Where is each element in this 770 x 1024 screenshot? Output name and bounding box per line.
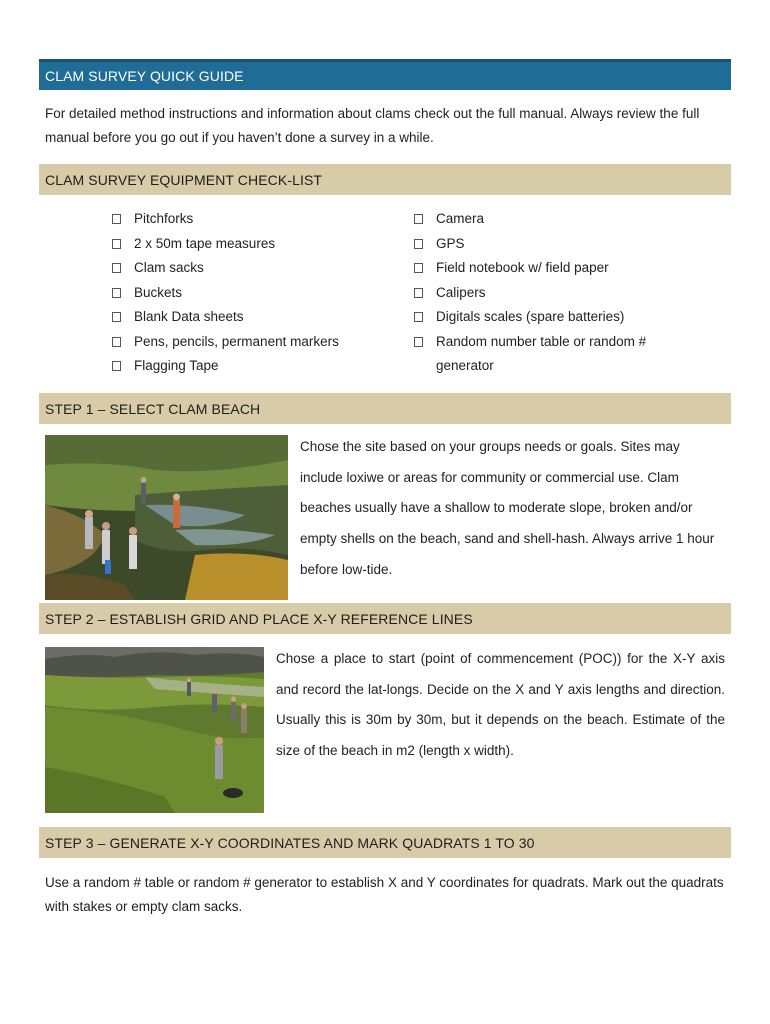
checklist-right-column bbox=[414, 207, 704, 379]
step2-heading-bar bbox=[39, 603, 731, 634]
step1-description: Chose the site based on your groups needs or goals. Sites may include loxiwe or areas for community or commercial use. Clam beaches usually have a shallow to moderate slope, broken and/or empty shells on the beach, sand and shell-hash. Always arrive 1 hour before low-tide. bbox=[300, 439, 715, 577]
checkbox-icon[interactable] bbox=[414, 239, 423, 249]
checkbox-icon[interactable] bbox=[112, 263, 121, 273]
step2-description: Chose a place to start (point of commencement (POC)) for the X-Y axis and record the lat-longs. Decide on the X and Y axis lengths and direction. Usually this is 30m by 30m, but it depends on the beach. Estimate of the size of the beach in m2 (length x width). bbox=[276, 651, 725, 759]
checklist-item[interactable]: Camera bbox=[414, 207, 704, 232]
checklist-item[interactable]: Random number table or random # generator bbox=[414, 330, 704, 379]
checklist-left-column bbox=[112, 207, 402, 379]
step3-heading: STEP 3 – GENERATE X-Y COORDINATES AND MARK QUADRATS 1 TO 30 bbox=[45, 834, 535, 851]
checkbox-icon[interactable] bbox=[414, 263, 423, 273]
checklist-item[interactable]: Calipers bbox=[414, 281, 704, 306]
checklist-heading: CLAM SURVEY EQUIPMENT CHECK-LIST bbox=[45, 171, 323, 188]
checkbox-icon[interactable] bbox=[112, 361, 121, 371]
intro-paragraph: For detailed method instructions and information about clams check out the full manual. Always review the full manual before you go out if you haven’t done a survey in a while. bbox=[45, 106, 700, 145]
checkbox-icon[interactable] bbox=[112, 288, 121, 298]
step1-heading-bar bbox=[39, 393, 731, 424]
checklist-item[interactable]: Buckets bbox=[112, 281, 402, 306]
checklist-item[interactable]: Pens, pencils, permanent markers bbox=[112, 330, 402, 355]
checkbox-icon[interactable] bbox=[112, 312, 121, 322]
guide-title-bar bbox=[39, 59, 731, 90]
checklist-item[interactable]: Field notebook w/ field paper bbox=[414, 256, 704, 281]
guide-title: CLAM SURVEY QUICK GUIDE bbox=[45, 68, 244, 84]
step3-heading-bar bbox=[39, 827, 731, 858]
checklist-item[interactable]: GPS bbox=[414, 232, 704, 257]
checkbox-icon[interactable] bbox=[414, 214, 423, 224]
checkbox-icon[interactable] bbox=[112, 239, 121, 249]
checklist-item[interactable]: 2 x 50m tape measures bbox=[112, 232, 402, 257]
checklist-item[interactable]: Clam sacks bbox=[112, 256, 402, 281]
checkbox-icon[interactable] bbox=[414, 288, 423, 298]
checkbox-icon[interactable] bbox=[414, 312, 423, 322]
clam-beach-photo bbox=[45, 435, 288, 600]
checklist-item[interactable]: Digitals scales (spare batteries) bbox=[414, 305, 704, 330]
checkbox-icon[interactable] bbox=[112, 214, 121, 224]
checklist-heading-bar bbox=[39, 164, 731, 195]
grid-setup-photo bbox=[45, 647, 264, 813]
checkbox-icon[interactable] bbox=[414, 337, 423, 347]
checklist-item[interactable]: Pitchforks bbox=[112, 207, 402, 232]
step1-heading: STEP 1 – SELECT CLAM BEACH bbox=[45, 400, 261, 417]
checklist-item[interactable]: Blank Data sheets bbox=[112, 305, 402, 330]
step3-description: Use a random # table or random # generator to establish X and Y coordinates for quadrats. Mark out the quadrats with stakes or empty clam sacks. bbox=[45, 875, 724, 914]
checklist-item[interactable]: Flagging Tape bbox=[112, 354, 402, 379]
step2-heading: STEP 2 – ESTABLISH GRID AND PLACE X-Y REFERENCE LINES bbox=[45, 610, 473, 627]
checkbox-icon[interactable] bbox=[112, 337, 121, 347]
